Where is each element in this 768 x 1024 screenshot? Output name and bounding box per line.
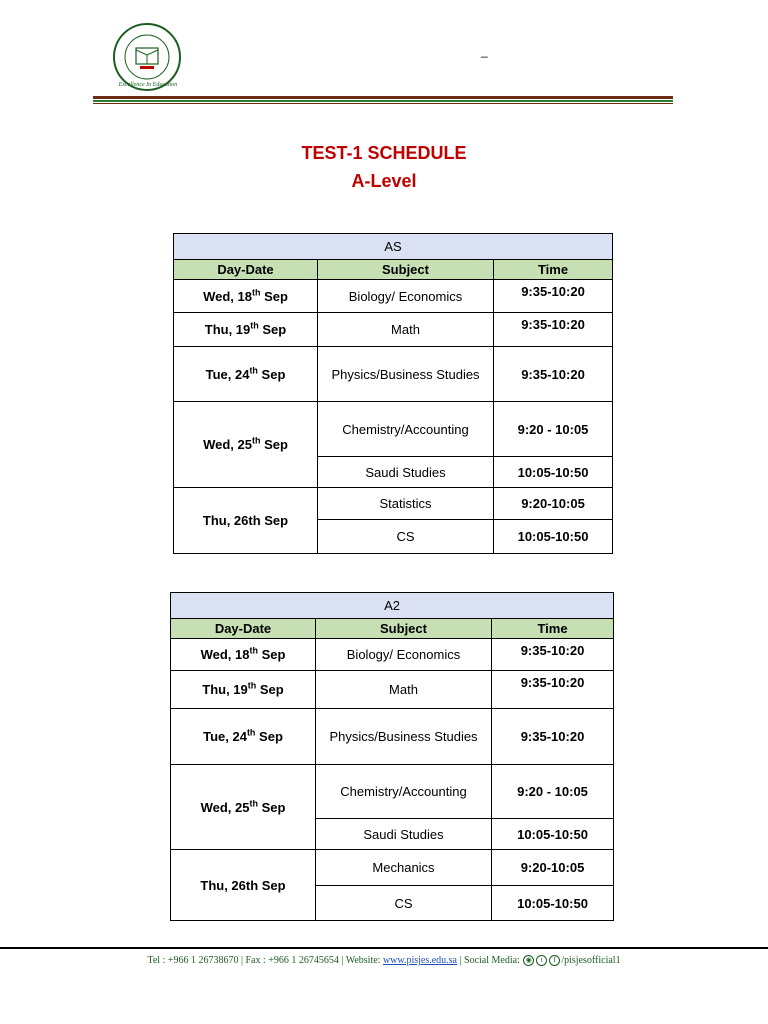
subject-cell: Saudi Studies	[316, 819, 492, 850]
day-date-cell: Thu, 19th Sep	[171, 671, 316, 709]
time-cell: 9:20-10:05	[494, 488, 613, 520]
subject-cell: Chemistry/Accounting	[316, 765, 492, 819]
subject-cell: CS	[318, 520, 494, 554]
subject-cell: Biology/ Economics	[318, 280, 494, 313]
school-tagline: Excellence In Education	[118, 82, 178, 88]
schedule-table-a2	[170, 592, 614, 921]
day-date-cell: Tue, 24th Sep	[171, 709, 316, 765]
time-cell: 9:35-10:20	[492, 639, 614, 671]
facebook-icon[interactable]: f	[549, 955, 560, 966]
day-date-cell: Wed, 25th Sep	[174, 402, 318, 488]
social-handle: /pisjesofficial1	[561, 955, 621, 966]
time-cell: 9:20 - 10:05	[492, 765, 614, 819]
subject-cell: Math	[318, 313, 494, 347]
time-cell: 10:05-10:50	[494, 520, 613, 554]
header-rule	[93, 96, 673, 99]
column-header-day: Day-Date	[174, 260, 318, 280]
subject-cell: Physics/Business Studies	[316, 709, 492, 765]
table-row	[171, 639, 614, 671]
website-link[interactable]: www.pisjes.edu.sa	[382, 955, 457, 966]
day-date-cell: Thu, 19th Sep	[174, 313, 318, 347]
column-header-subject: Subject	[318, 260, 494, 280]
page-subtitle: A-Level	[351, 171, 417, 191]
table-row	[171, 850, 614, 886]
table-row	[174, 280, 613, 313]
table-row	[174, 313, 613, 347]
column-header-time: Time	[492, 619, 614, 639]
time-cell: 9:20 - 10:05	[494, 402, 613, 457]
header-dash: _	[481, 44, 488, 58]
subject-cell: Statistics	[318, 488, 494, 520]
day-date-cell: Wed, 25th Sep	[171, 765, 316, 850]
time-cell: 9:35-10:20	[494, 313, 613, 347]
time-cell: 9:35-10:20	[492, 671, 614, 709]
time-cell: 9:35-10:20	[494, 280, 613, 313]
page-title: TEST-1 SCHEDULE	[301, 143, 467, 163]
subject-cell: Saudi Studies	[318, 457, 494, 488]
time-cell: 10:05-10:50	[494, 457, 613, 488]
day-date-cell: Wed, 18th Sep	[174, 280, 318, 313]
day-date-cell: Wed, 18th Sep	[171, 639, 316, 671]
schedule-table-as	[173, 233, 613, 554]
instagram-icon[interactable]: ◉	[523, 955, 534, 966]
table-row	[174, 402, 613, 457]
subject-cell: Biology/ Economics	[316, 639, 492, 671]
subject-cell: Math	[316, 671, 492, 709]
subject-cell: Physics/Business Studies	[318, 347, 494, 402]
table-caption: A2	[171, 593, 614, 619]
table-row	[171, 671, 614, 709]
time-cell: 10:05-10:50	[492, 819, 614, 850]
footer-social-label: | Social Media:	[457, 955, 523, 966]
column-header-day: Day-Date	[171, 619, 316, 639]
table-row	[174, 347, 613, 402]
header-rule	[93, 100, 673, 102]
time-cell: 9:35-10:20	[492, 709, 614, 765]
subject-cell: CS	[316, 886, 492, 921]
day-date-cell: Thu, 26th Sep	[171, 850, 316, 921]
table-row	[171, 765, 614, 819]
table-caption: AS	[174, 234, 613, 260]
table-row	[174, 488, 613, 520]
footer-contact-text: Tel : +966 1 26738670 | Fax : +966 1 26745654 | Website:	[147, 955, 383, 966]
header-rule	[93, 103, 673, 104]
table-row	[171, 709, 614, 765]
footer-contact	[0, 955, 768, 966]
column-header-time: Time	[494, 260, 613, 280]
footer-rule	[0, 947, 768, 949]
column-header-subject: Subject	[316, 619, 492, 639]
time-cell: 9:20-10:05	[492, 850, 614, 886]
day-date-cell: Thu, 26th Sep	[174, 488, 318, 554]
twitter-icon[interactable]: t	[536, 955, 547, 966]
day-date-cell: Tue, 24th Sep	[174, 347, 318, 402]
subject-cell: Chemistry/Accounting	[318, 402, 494, 457]
time-cell: 10:05-10:50	[492, 886, 614, 921]
subject-cell: Mechanics	[316, 850, 492, 886]
time-cell: 9:35-10:20	[494, 347, 613, 402]
